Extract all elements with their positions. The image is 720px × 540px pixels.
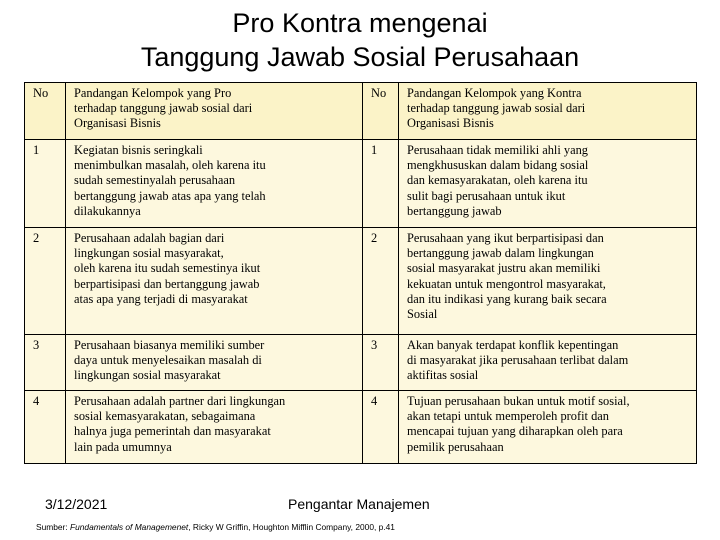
row-no-right: 3 [363,335,399,391]
row-no-right: 1 [363,140,399,228]
slide-title-line-2: Tanggung Jawab Sosial Perusahaan [140,42,580,72]
row-no-left: 1 [25,140,66,228]
row-kontra-cell: Perusahaan tidak memiliki ahli yang mengkhususkan dalam bidang sosial dan kemasyarakatan, oleh karena itu sulit bagi perusahaan untuk ikut bertanggung jawab [399,140,697,228]
table-header-row [25,83,697,140]
source-details: , Ricky W Griffin, Houghton Mifflin Company, 2000, p.41 [188,522,395,532]
pro-kontra-table [24,82,697,464]
row-no-right: 2 [363,228,399,335]
header-no-right: No [363,83,399,140]
row-pro-cell: Kegiatan bisnis seringkali menimbulkan masalah, oleh karena itu sudah semestinyalah perusahaan bertanggung jawab atas apa yang telah dilakukannya [66,140,363,228]
footer-date: 3/12/2021 [45,496,108,512]
table-row [25,391,697,464]
table-row [25,335,697,391]
row-no-left: 3 [25,335,66,391]
header-no-left: No [25,83,66,140]
row-pro-cell: Perusahaan adalah partner dari lingkungan sosial kemasyarakatan, sebagaimana halnya juga pemerintah dan masyarakat lain pada umumnya [66,391,363,464]
row-kontra-cell: Akan banyak terdapat konflik kepentingan di masyarakat jika perusahaan terlibat dalam aktifitas sosial [399,335,697,391]
row-pro-cell: Perusahaan biasanya memiliki sumber daya untuk menyelesaikan masalah di lingkungan sosial masyarakat [66,335,363,391]
row-pro-cell: Perusahaan adalah bagian dari lingkungan sosial masyarakat, oleh karena itu sudah semestinya ikut berpartisipasi dan bertanggung jawab atas apa yang terjadi di masyarakat [66,228,363,335]
slide-title-line-1: Pro Kontra mengenai [232,8,488,38]
slide-title [0,6,720,74]
footer-course-name: Pengantar Manajemen [288,496,430,512]
row-no-left: 2 [25,228,66,335]
row-no-right: 4 [363,391,399,464]
header-pro: Pandangan Kelompok yang Pro terhadap tanggung jawab sosial dari Organisasi Bisnis [66,83,363,140]
source-citation [36,522,395,532]
row-kontra-cell: Perusahaan yang ikut berpartisipasi dan bertanggung jawab dalam lingkungan sosial masyarakat justru akan memiliki kekuatan untuk mengontrol masyarakat, dan itu indikasi yang kurang baik secara Sosial [399,228,697,335]
source-book-title: Fundamentals of Managemenet [69,522,189,532]
header-kontra: Pandangan Kelompok yang Kontra terhadap tanggung jawab sosial dari Organisasi Bisnis [399,83,697,140]
row-kontra-cell: Tujuan perusahaan bukan untuk motif sosial, akan tetapi untuk memperoleh profit dan mencapai tujuan yang diharapkan oleh para pemilik perusahaan [399,391,697,464]
table-row [25,140,697,228]
table-row [25,228,697,335]
row-no-left: 4 [25,391,66,464]
source-prefix: Sumber: [36,522,70,532]
